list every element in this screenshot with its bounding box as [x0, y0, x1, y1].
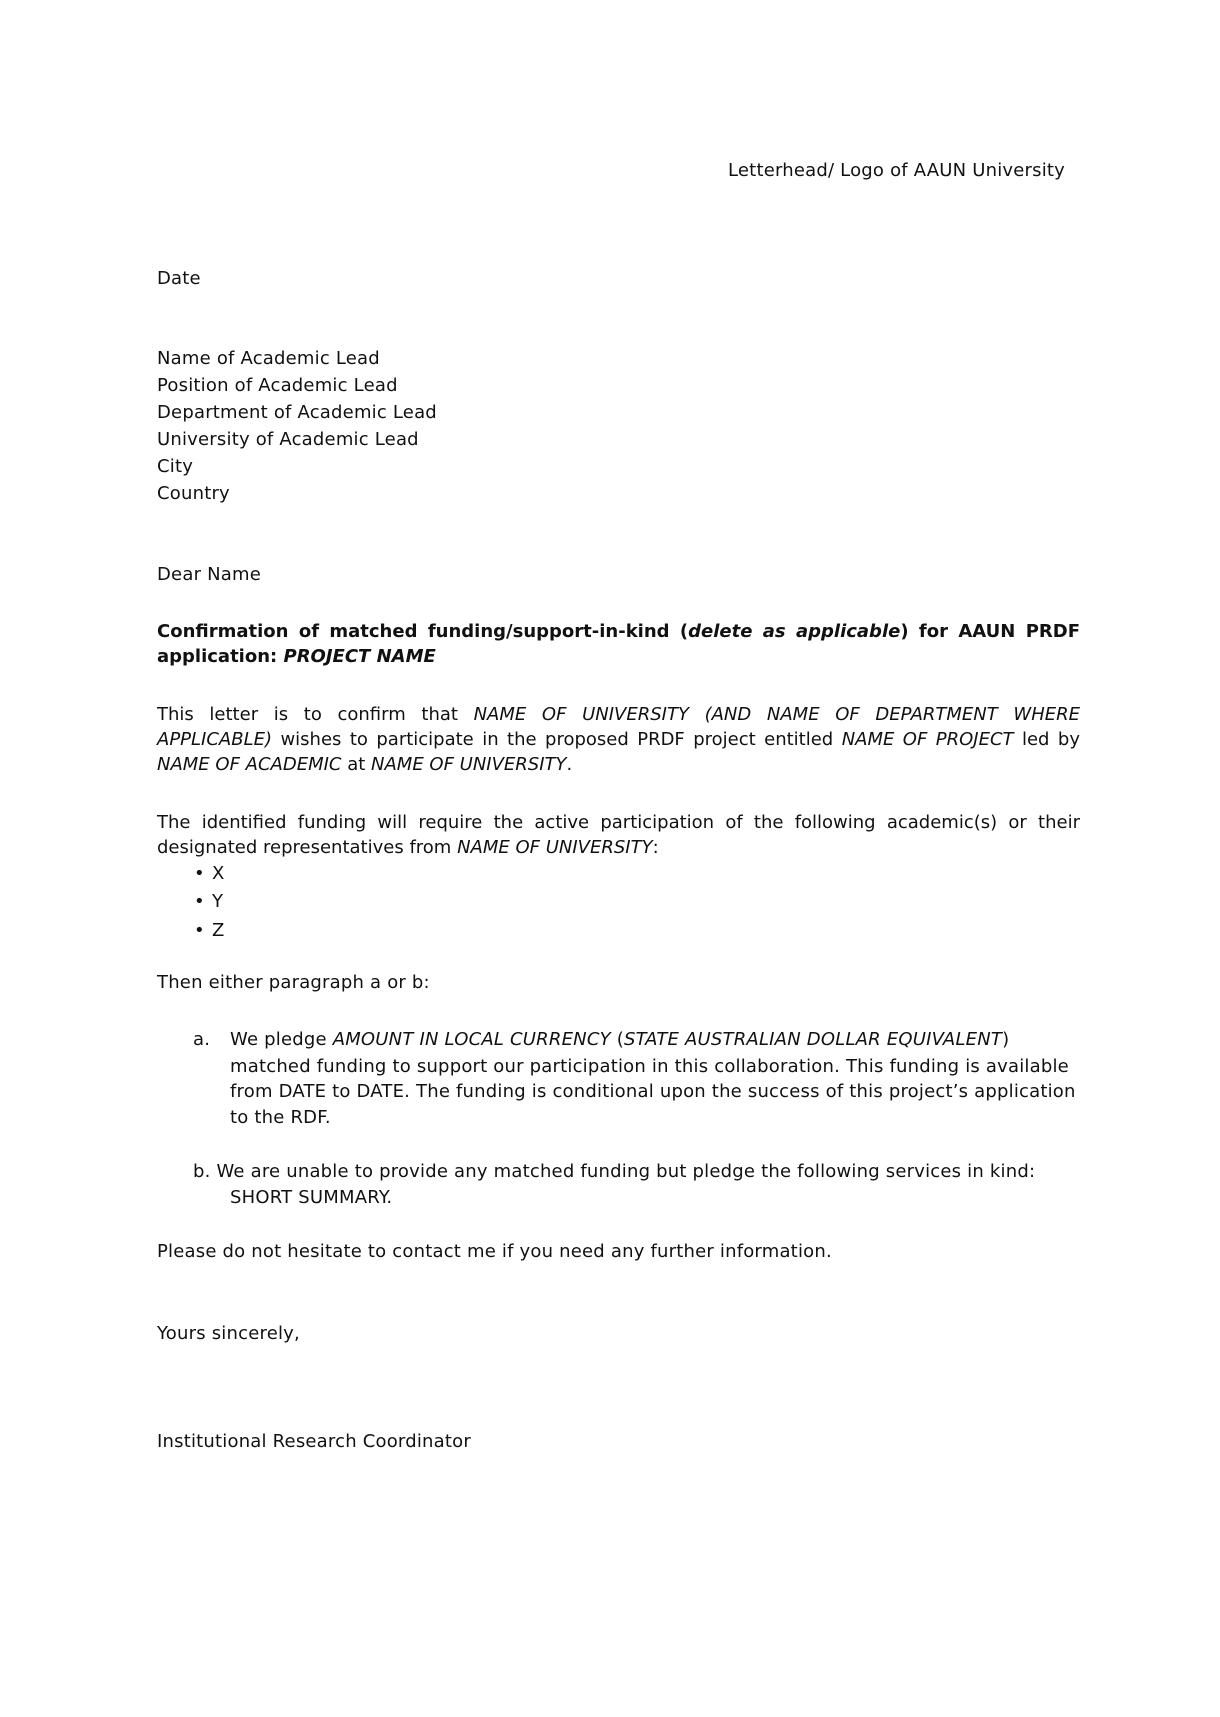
address-line: Department of Academic Lead: [157, 402, 437, 423]
para-text: (: [610, 1029, 624, 1050]
address-line: Position of Academic Lead: [157, 375, 398, 396]
subject-line-2: [157, 644, 1080, 669]
closing-note: Please do not hesitate to contact me if you need any further information.: [157, 1241, 832, 1262]
address-line: Country: [157, 483, 230, 504]
letterhead: Letterhead/ Logo of AAUN University: [728, 160, 1066, 181]
option-a-line-2: matched funding to support our participation in this collaboration. This funding is available: [230, 1056, 1069, 1077]
para-italic: AMOUNT IN LOCAL CURRENCY: [332, 1029, 611, 1050]
subject-text: application:: [157, 646, 284, 667]
para-text: :: [652, 837, 659, 858]
para-text: We pledge: [230, 1029, 333, 1050]
date-label: Date: [157, 268, 201, 289]
signoff: Yours sincerely,: [157, 1323, 300, 1344]
project-name: PROJECT NAME: [283, 646, 436, 667]
para-text: wishes to participate in the proposed PRDF project entitled: [272, 729, 842, 750]
para1-line-1: [157, 702, 1080, 727]
subject-text: ) for AAUN PRDF: [900, 621, 1080, 642]
address-line: University of Academic Lead: [157, 429, 419, 450]
para2-line-2: [157, 835, 1080, 860]
para-italic: APPLICABLE): [157, 729, 273, 750]
subject-line-1: [157, 619, 1080, 644]
para-text: led by: [1013, 729, 1081, 750]
para-italic: NAME OF ACADEMIC: [157, 754, 342, 775]
para-text: designated representatives from: [157, 837, 458, 858]
para-italic: NAME OF UNIVERSITY: [371, 754, 567, 775]
list-item: X: [212, 863, 225, 884]
bullet-dot: •: [194, 863, 205, 884]
option-b-line-1: b. We are unable to provide any matched funding but pledge the following services in kind:: [193, 1161, 1036, 1182]
para-text: ): [1002, 1029, 1010, 1050]
option-a-marker: a.: [193, 1029, 211, 1050]
salutation: Dear Name: [157, 564, 261, 585]
para-italic: NAME OF PROJECT: [841, 729, 1014, 750]
signatory: Institutional Research Coordinator: [157, 1431, 471, 1452]
para-text: .: [566, 754, 573, 775]
subject-text: Confirmation of matched funding/support-in-kind (: [157, 621, 689, 642]
para-italic: STATE AUSTRALIAN DOLLAR EQUIVALENT: [623, 1029, 1003, 1050]
para1-line-3: [157, 752, 1080, 777]
address-line: City: [157, 456, 194, 477]
option-a-line-1: [230, 1026, 1009, 1053]
para-italic: NAME OF UNIVERSITY: [457, 837, 653, 858]
para2-line-1: The identified funding will require the active participation of the following academic(s) or their: [157, 812, 1080, 833]
para-italic: NAME OF UNIVERSITY (AND NAME OF DEPARTMENT WHERE: [473, 704, 1080, 725]
option-a-line-3: from DATE to DATE. The funding is conditional upon the success of this project’s application: [230, 1081, 1076, 1102]
list-item: Y: [212, 891, 223, 912]
subject-italic: delete as applicable: [688, 621, 901, 642]
option-b-line-2: SHORT SUMMARY.: [230, 1187, 393, 1208]
address-line: Name of Academic Lead: [157, 348, 380, 369]
para1-line-2: [157, 727, 1080, 752]
option-a-line-4: to the RDF.: [230, 1107, 331, 1128]
bullet-dot: •: [194, 891, 205, 912]
para-text: at: [341, 754, 372, 775]
list-item: Z: [212, 920, 225, 941]
para-text: This letter is to confirm that: [157, 704, 474, 725]
either-line: Then either paragraph a or b:: [157, 972, 430, 993]
bullet-dot: •: [194, 920, 205, 941]
